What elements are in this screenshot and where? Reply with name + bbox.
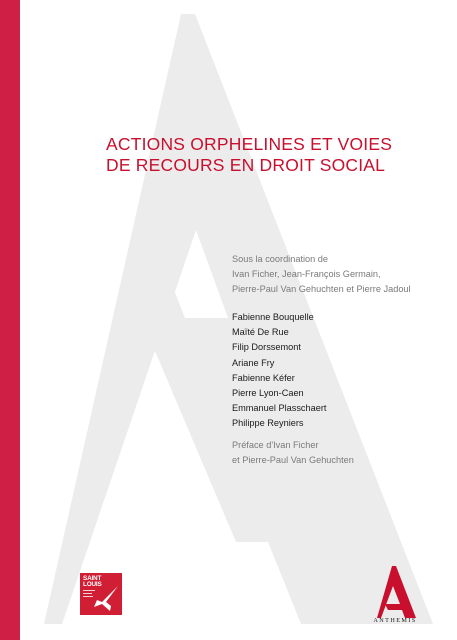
coordination-block bbox=[232, 252, 411, 298]
book-title bbox=[106, 134, 436, 176]
author-name: Fabienne Bouquelle bbox=[232, 312, 314, 322]
saint-louis-mark-icon bbox=[80, 573, 122, 615]
authors-list bbox=[232, 310, 326, 432]
saint-louis-logo-text: SAINT bbox=[83, 575, 102, 582]
author-name: Fabienne Kéfer bbox=[232, 372, 295, 383]
coordination-line: Sous la coordination de bbox=[232, 254, 329, 264]
author-name: Pierre Lyon-Caen bbox=[232, 388, 304, 399]
saint-louis-logo-text: LOUIS bbox=[83, 581, 102, 588]
author-name: Emmanuel Plasschaert bbox=[232, 403, 327, 414]
coordination-line: Ivan Ficher, Jean-François Germain, bbox=[232, 269, 381, 280]
title-line-1: ACTIONS ORPHELINES ET VOIES bbox=[106, 134, 393, 154]
preface-line: Préface d'Ivan Ficher bbox=[232, 440, 319, 450]
publisher-name: ANTHEMIS bbox=[373, 617, 417, 624]
preface-block bbox=[232, 438, 354, 468]
anthemis-a-logo-icon bbox=[372, 566, 418, 620]
author-name: Maïté De Rue bbox=[232, 327, 289, 338]
author-name: Philippe Reyniers bbox=[232, 418, 304, 429]
preface-line: et Pierre-Paul Van Gehuchten bbox=[232, 455, 354, 466]
coordination-line: Pierre-Paul Van Gehuchten et Pierre Jadoul bbox=[232, 284, 411, 295]
author-name: Filip Dorssemont bbox=[232, 342, 301, 353]
title-line-2: DE RECOURS EN DROIT SOCIAL bbox=[106, 155, 386, 175]
saint-louis-logo bbox=[80, 573, 122, 615]
author-name: Ariane Fry bbox=[232, 357, 275, 368]
